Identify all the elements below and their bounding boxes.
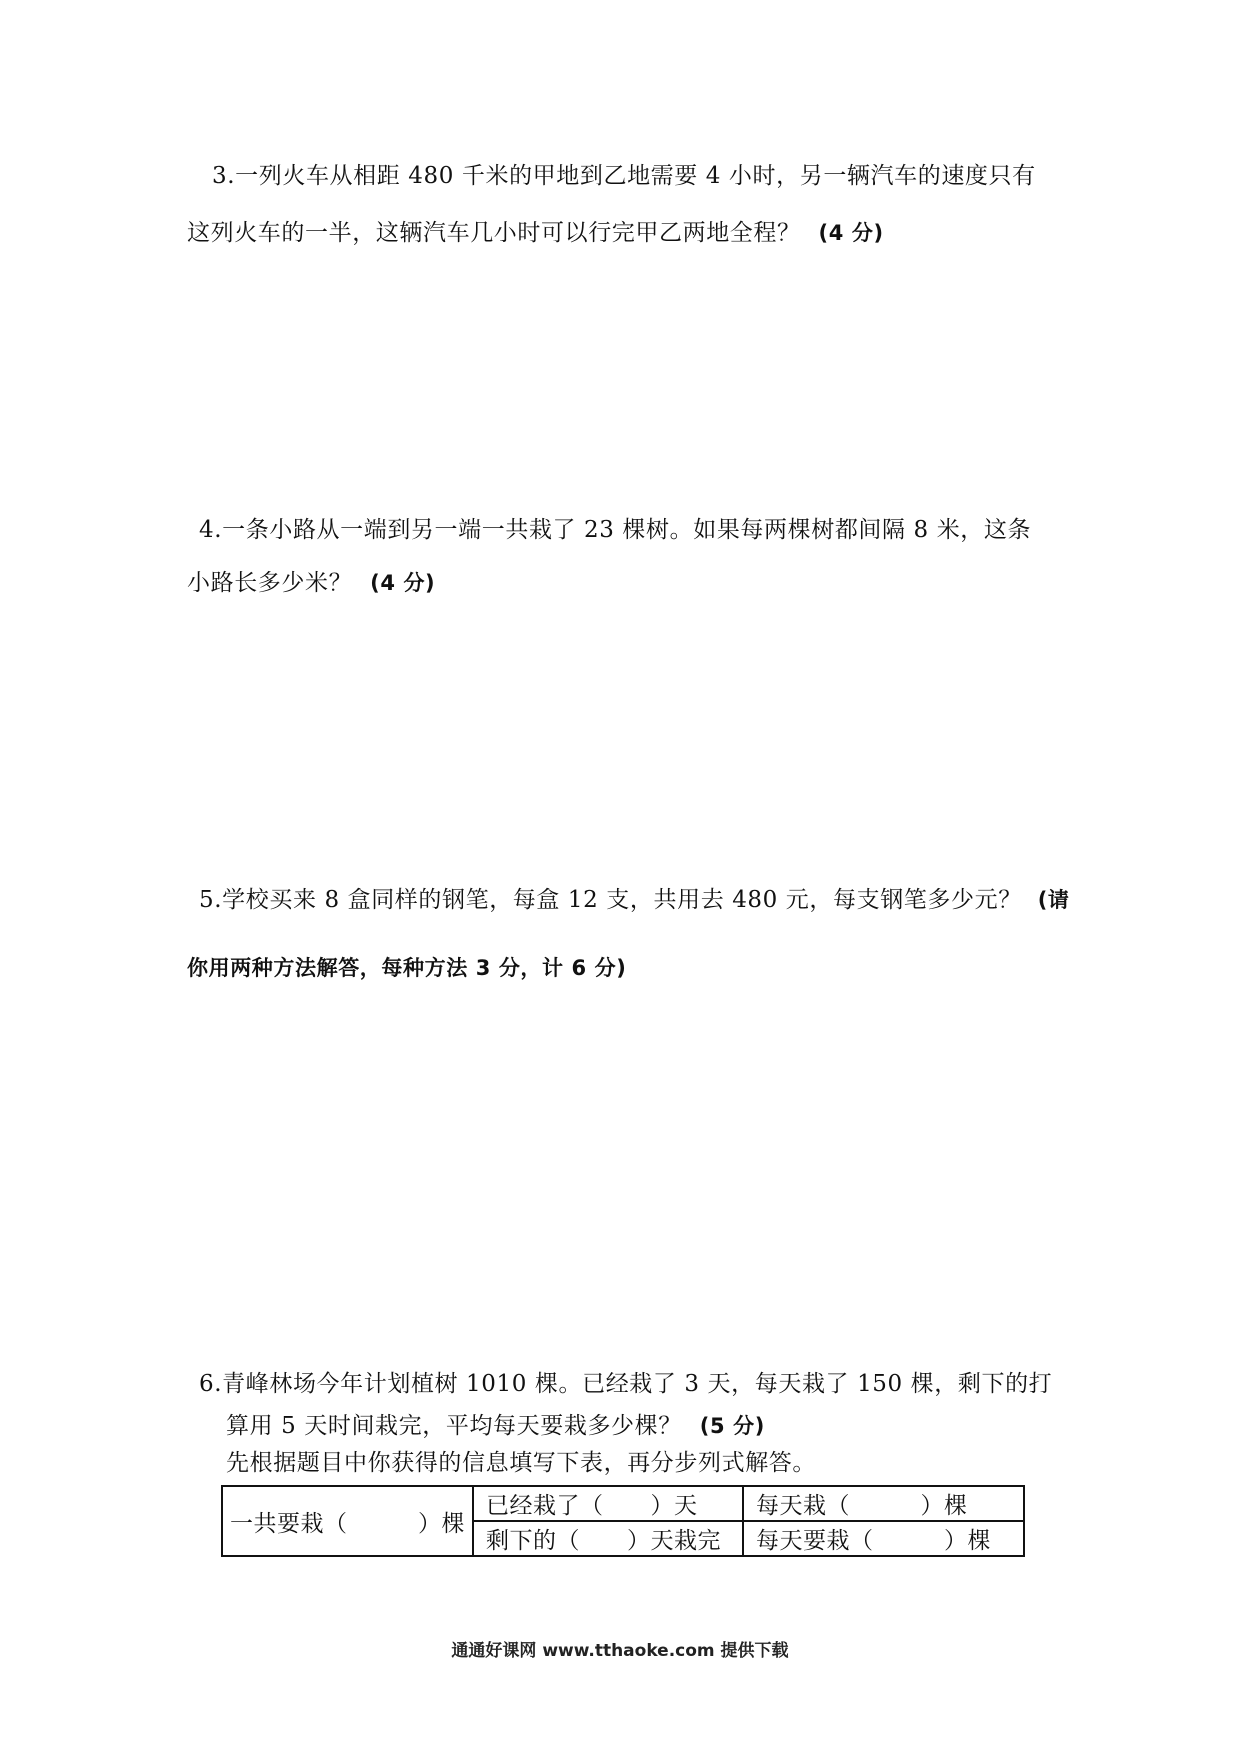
cell-remaining-days[interactable]: 剩下的（ ）天栽完 — [473, 1521, 743, 1556]
cell-total-trees[interactable]: 一共要栽（ ）棵 — [222, 1486, 473, 1556]
q4-line2 — [187, 568, 435, 598]
q6-line2 — [226, 1411, 765, 1441]
q6-line2-text: 算用 5 天时间栽完，平均每天要栽多少棵？ — [226, 1413, 682, 1439]
cell-need-per-day[interactable]: 每天要栽（ ）棵 — [743, 1521, 1024, 1556]
q3-line1: 3.一列火车从相距 480 千米的甲地到乙地需要 4 小时，另一辆汽车的速度只有 — [212, 163, 1036, 189]
q3-line2 — [187, 218, 884, 248]
q5-method-note: 你用两种方法解答，每种方法 3 分，计 6 分) — [187, 956, 627, 980]
q4-score: (4 分) — [370, 571, 436, 595]
q5-method-note-start: (请 — [1037, 888, 1070, 912]
q6-line1: 6.青峰林场今年计划植树 1010 棵。已经栽了 3 天，每天栽了 150 棵，剩下的打 — [199, 1371, 1053, 1397]
q4-line2-text: 小路长多少米？ — [187, 570, 353, 596]
q3-score: (4 分) — [818, 221, 884, 245]
q6-info-table — [221, 1485, 1025, 1557]
q5-line1-text: 5.学校买来 8 盒同样的钢笔，每盒 12 支，共用去 480 元，每支钢笔多少元？ — [199, 887, 1022, 913]
cell-per-day[interactable]: 每天栽（ ）棵 — [743, 1486, 1024, 1521]
q6-score: (5 分) — [699, 1414, 765, 1438]
cell-planted-days[interactable]: 已经栽了（ ）天 — [473, 1486, 743, 1521]
footer-credit: 通通好课网 www.tthaoke.com 提供下载 — [451, 1641, 789, 1661]
q4-line1: 4.一条小路从一端到另一端一共栽了 23 棵树。如果每两棵树都间隔 8 米，这条 — [199, 517, 1032, 543]
q3-line2-text: 这列火车的一半，这辆汽车几小时可以行完甲乙两地全程？ — [187, 220, 801, 246]
table-row — [222, 1486, 1024, 1521]
q6-instruction: 先根据题目中你获得的信息填写下表，再分步列式解答。 — [226, 1450, 816, 1476]
q5-line1 — [199, 885, 1070, 915]
